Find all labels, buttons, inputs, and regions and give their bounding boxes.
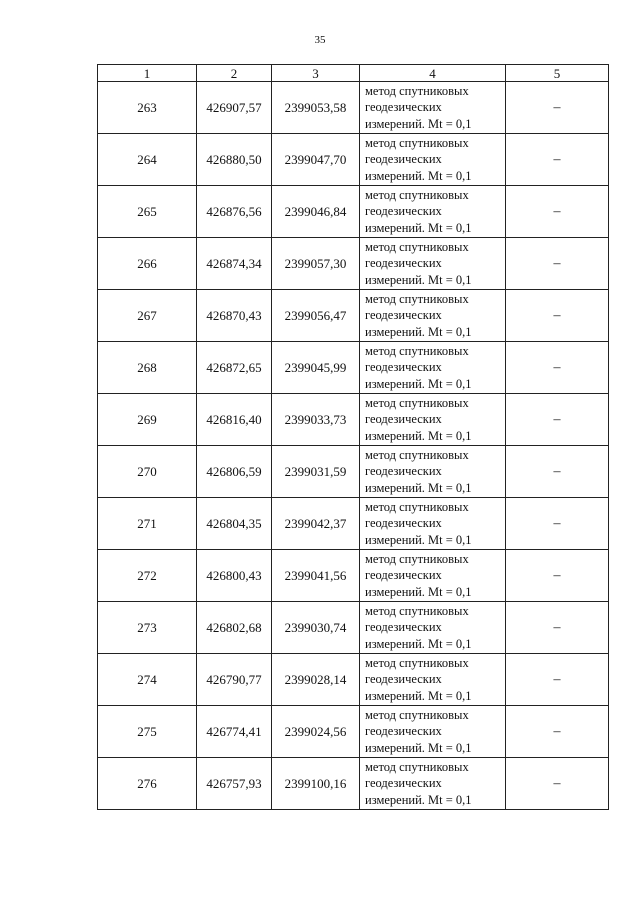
method-line: метод спутниковых bbox=[365, 343, 469, 358]
x-coordinate-cell: 426870,43 bbox=[197, 290, 272, 342]
note-cell: – bbox=[506, 186, 609, 238]
method-line: геодезических bbox=[365, 308, 442, 323]
column-header-3: 3 bbox=[272, 65, 360, 82]
point-number-cell: 270 bbox=[98, 446, 197, 498]
y-coordinate-cell: 2399041,56 bbox=[272, 550, 360, 602]
table-row bbox=[98, 186, 609, 238]
point-number-cell: 274 bbox=[98, 654, 197, 706]
method-line: измерений. Mt = 0,1 bbox=[365, 168, 472, 183]
page-number: 35 bbox=[314, 34, 326, 46]
y-coordinate-cell: 2399100,16 bbox=[272, 758, 360, 810]
point-number-cell: 275 bbox=[98, 706, 197, 758]
point-number-cell: 276 bbox=[98, 758, 197, 810]
table-row bbox=[98, 394, 609, 446]
method-cell bbox=[360, 238, 506, 290]
method-line: метод спутниковых bbox=[365, 239, 469, 254]
coordinates-table bbox=[97, 64, 609, 810]
method-cell bbox=[360, 186, 506, 238]
note-cell: – bbox=[506, 706, 609, 758]
x-coordinate-cell: 426876,56 bbox=[197, 186, 272, 238]
y-coordinate-cell: 2399030,74 bbox=[272, 602, 360, 654]
point-number-cell: 264 bbox=[98, 134, 197, 186]
note-cell: – bbox=[506, 446, 609, 498]
note-cell: – bbox=[506, 290, 609, 342]
note-cell: – bbox=[506, 654, 609, 706]
method-line: измерений. Mt = 0,1 bbox=[365, 584, 472, 599]
note-cell: – bbox=[506, 394, 609, 446]
method-line: геодезических bbox=[365, 724, 442, 739]
method-line: геодезических bbox=[365, 776, 442, 791]
method-line: измерений. Mt = 0,1 bbox=[365, 376, 472, 391]
point-number-cell: 271 bbox=[98, 498, 197, 550]
y-coordinate-cell: 2399045,99 bbox=[272, 342, 360, 394]
method-line: метод спутниковых bbox=[365, 187, 469, 202]
method-line: геодезических bbox=[365, 672, 442, 687]
method-cell bbox=[360, 290, 506, 342]
y-coordinate-cell: 2399042,37 bbox=[272, 498, 360, 550]
note-cell: – bbox=[506, 550, 609, 602]
method-cell bbox=[360, 446, 506, 498]
method-cell bbox=[360, 498, 506, 550]
point-number-cell: 272 bbox=[98, 550, 197, 602]
y-coordinate-cell: 2399033,73 bbox=[272, 394, 360, 446]
method-line: измерений. Mt = 0,1 bbox=[365, 480, 472, 495]
note-cell: – bbox=[506, 498, 609, 550]
method-line: метод спутниковых bbox=[365, 83, 469, 98]
table-row bbox=[98, 602, 609, 654]
table-row bbox=[98, 550, 609, 602]
point-number-cell: 266 bbox=[98, 238, 197, 290]
x-coordinate-cell: 426880,50 bbox=[197, 134, 272, 186]
table-row bbox=[98, 446, 609, 498]
y-coordinate-cell: 2399053,58 bbox=[272, 82, 360, 134]
y-coordinate-cell: 2399031,59 bbox=[272, 446, 360, 498]
x-coordinate-cell: 426907,57 bbox=[197, 82, 272, 134]
table-row bbox=[98, 134, 609, 186]
note-cell: – bbox=[506, 82, 609, 134]
x-coordinate-cell: 426872,65 bbox=[197, 342, 272, 394]
y-coordinate-cell: 2399056,47 bbox=[272, 290, 360, 342]
method-line: метод спутниковых bbox=[365, 707, 469, 722]
method-line: метод спутниковых bbox=[365, 395, 469, 410]
method-line: измерений. Mt = 0,1 bbox=[365, 532, 472, 547]
note-cell: – bbox=[506, 238, 609, 290]
method-line: геодезических bbox=[365, 360, 442, 375]
method-line: метод спутниковых bbox=[365, 291, 469, 306]
table-row bbox=[98, 82, 609, 134]
method-line: геодезических bbox=[365, 256, 442, 271]
method-line: метод спутниковых bbox=[365, 499, 469, 514]
note-cell: – bbox=[506, 758, 609, 810]
table-row bbox=[98, 654, 609, 706]
column-header-5: 5 bbox=[506, 65, 609, 82]
table-header-row bbox=[98, 65, 609, 82]
method-line: метод спутниковых bbox=[365, 447, 469, 462]
table-body bbox=[98, 82, 609, 810]
method-line: метод спутниковых bbox=[365, 551, 469, 566]
method-line: геодезических bbox=[365, 100, 442, 115]
point-number-cell: 268 bbox=[98, 342, 197, 394]
column-header-2: 2 bbox=[197, 65, 272, 82]
method-line: метод спутниковых bbox=[365, 603, 469, 618]
method-cell bbox=[360, 550, 506, 602]
method-cell bbox=[360, 394, 506, 446]
x-coordinate-cell: 426802,68 bbox=[197, 602, 272, 654]
point-number-cell: 265 bbox=[98, 186, 197, 238]
method-line: геодезических bbox=[365, 204, 442, 219]
y-coordinate-cell: 2399046,84 bbox=[272, 186, 360, 238]
method-line: измерений. Mt = 0,1 bbox=[365, 272, 472, 287]
method-cell bbox=[360, 82, 506, 134]
x-coordinate-cell: 426800,43 bbox=[197, 550, 272, 602]
method-cell bbox=[360, 654, 506, 706]
method-line: метод спутниковых bbox=[365, 135, 469, 150]
y-coordinate-cell: 2399024,56 bbox=[272, 706, 360, 758]
method-line: измерений. Mt = 0,1 bbox=[365, 792, 472, 807]
method-line: измерений. Mt = 0,1 bbox=[365, 428, 472, 443]
method-cell bbox=[360, 706, 506, 758]
column-header-1: 1 bbox=[98, 65, 197, 82]
method-line: геодезических bbox=[365, 516, 442, 531]
note-cell: – bbox=[506, 342, 609, 394]
note-cell: – bbox=[506, 134, 609, 186]
x-coordinate-cell: 426806,59 bbox=[197, 446, 272, 498]
method-line: метод спутниковых bbox=[365, 655, 469, 670]
method-line: измерений. Mt = 0,1 bbox=[365, 636, 472, 651]
x-coordinate-cell: 426790,77 bbox=[197, 654, 272, 706]
method-cell bbox=[360, 342, 506, 394]
point-number-cell: 263 bbox=[98, 82, 197, 134]
x-coordinate-cell: 426774,41 bbox=[197, 706, 272, 758]
table-row bbox=[98, 498, 609, 550]
method-cell bbox=[360, 758, 506, 810]
table-row bbox=[98, 758, 609, 810]
y-coordinate-cell: 2399047,70 bbox=[272, 134, 360, 186]
method-line: измерений. Mt = 0,1 bbox=[365, 688, 472, 703]
column-header-4: 4 bbox=[360, 65, 506, 82]
method-line: измерений. Mt = 0,1 bbox=[365, 324, 472, 339]
method-line: геодезических bbox=[365, 412, 442, 427]
x-coordinate-cell: 426804,35 bbox=[197, 498, 272, 550]
method-line: геодезических bbox=[365, 620, 442, 635]
table-row bbox=[98, 706, 609, 758]
method-line: метод спутниковых bbox=[365, 759, 469, 774]
table-row bbox=[98, 290, 609, 342]
method-cell bbox=[360, 134, 506, 186]
point-number-cell: 267 bbox=[98, 290, 197, 342]
method-cell bbox=[360, 602, 506, 654]
table-row bbox=[98, 342, 609, 394]
point-number-cell: 269 bbox=[98, 394, 197, 446]
table-row bbox=[98, 238, 609, 290]
method-line: геодезических bbox=[365, 152, 442, 167]
method-line: измерений. Mt = 0,1 bbox=[365, 740, 472, 755]
method-line: геодезических bbox=[365, 464, 442, 479]
y-coordinate-cell: 2399057,30 bbox=[272, 238, 360, 290]
note-cell: – bbox=[506, 602, 609, 654]
x-coordinate-cell: 426874,34 bbox=[197, 238, 272, 290]
method-line: измерений. Mt = 0,1 bbox=[365, 116, 472, 131]
method-line: измерений. Mt = 0,1 bbox=[365, 220, 472, 235]
x-coordinate-cell: 426757,93 bbox=[197, 758, 272, 810]
y-coordinate-cell: 2399028,14 bbox=[272, 654, 360, 706]
x-coordinate-cell: 426816,40 bbox=[197, 394, 272, 446]
method-line: геодезических bbox=[365, 568, 442, 583]
point-number-cell: 273 bbox=[98, 602, 197, 654]
